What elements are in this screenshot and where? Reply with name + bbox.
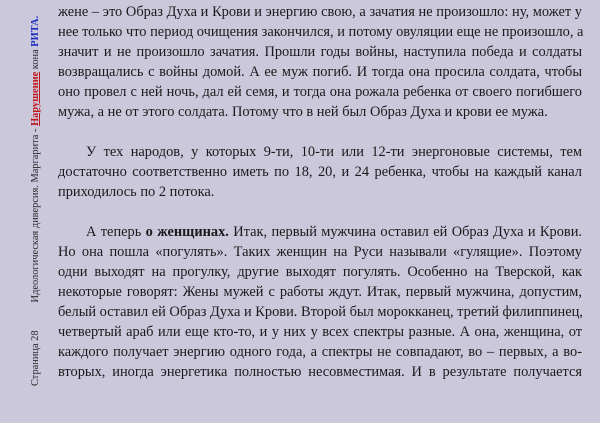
paragraph-rest: Итак, первый мужчина оставил ей Образ Духа и Крови. bbox=[228, 224, 582, 240]
text-line: значит и не произошло зачатия. Прошли годы войны, наступила победа и солдаты bbox=[58, 44, 582, 60]
title-red-word: Нарушение bbox=[30, 71, 41, 126]
text-line: оно провел с ней ночь, дал ей семя, и тогда она рожала ребенка от своего погибшего bbox=[58, 84, 582, 100]
text-line: некоторые говорят: Жены мужей с работы ждут. Итак, первый мужчина, допустим, bbox=[58, 284, 582, 300]
paragraph-1 bbox=[58, 2, 582, 122]
paragraph-lead: А теперь bbox=[86, 224, 146, 240]
text-line: У тех народов, у которых 9-ти, 10-ти или 12-ти энергоновые системы, тем bbox=[86, 144, 582, 160]
text-line: белый оставил ей Образ Духа и Крови. Второй был морокканец, третий филиппинец, bbox=[58, 304, 583, 320]
text-line: достаточно соответственно иметь по 18, 20, и 24 ребенка, чтобы на каждый канал bbox=[58, 164, 582, 180]
text-line: нее только что период очищения закончился, и потому овуляции еще не произошло, а bbox=[58, 24, 584, 40]
text-line: мужа, а не от этого солдата. Потому что в ней был Образ Духа и крови ее мужа. bbox=[58, 104, 548, 120]
text-line: жене – это Образ Духа и Крови и энергию свою, а зачатия не произошло: ну, может у bbox=[58, 4, 582, 20]
text-line: возвращались с войны домой. А ее муж погиб. И тогда она просила солдата, чтобы bbox=[58, 64, 582, 80]
text-line bbox=[58, 222, 582, 242]
document-title: Идеологическая диверсия. Маргарита - bbox=[30, 128, 41, 303]
title-blue-word: РИТА. bbox=[30, 15, 41, 47]
document-body bbox=[58, 2, 582, 382]
title-word: кона bbox=[30, 49, 41, 70]
paragraph-heading-bold: о женщинах. bbox=[145, 224, 229, 240]
page-number-label: Страница 28 bbox=[30, 330, 41, 386]
text-line: четвертый араб или еще кто-то, и у них у всех спектры разные. А она, женщина, от bbox=[58, 324, 582, 340]
text-line: каждого получает энергию одного года, а спектры не совпадают, во – первых, а во- bbox=[58, 344, 582, 360]
paragraph-2 bbox=[58, 142, 582, 202]
text-line: приходилось по 2 потока. bbox=[58, 184, 215, 200]
text-line: одни выходят на прогулку, другие выходят погулять. Особенно на Тверской, как bbox=[58, 264, 582, 280]
text-line: вторых, иногда энергетика полностью несовместимая. И в результате получается bbox=[58, 364, 582, 380]
text-line: Но она пошла «погулять». Таких женщин на Руси называли «гулящие». Поэтому bbox=[58, 244, 582, 260]
paragraph-3 bbox=[58, 222, 582, 382]
page-sidebar bbox=[26, 14, 46, 386]
